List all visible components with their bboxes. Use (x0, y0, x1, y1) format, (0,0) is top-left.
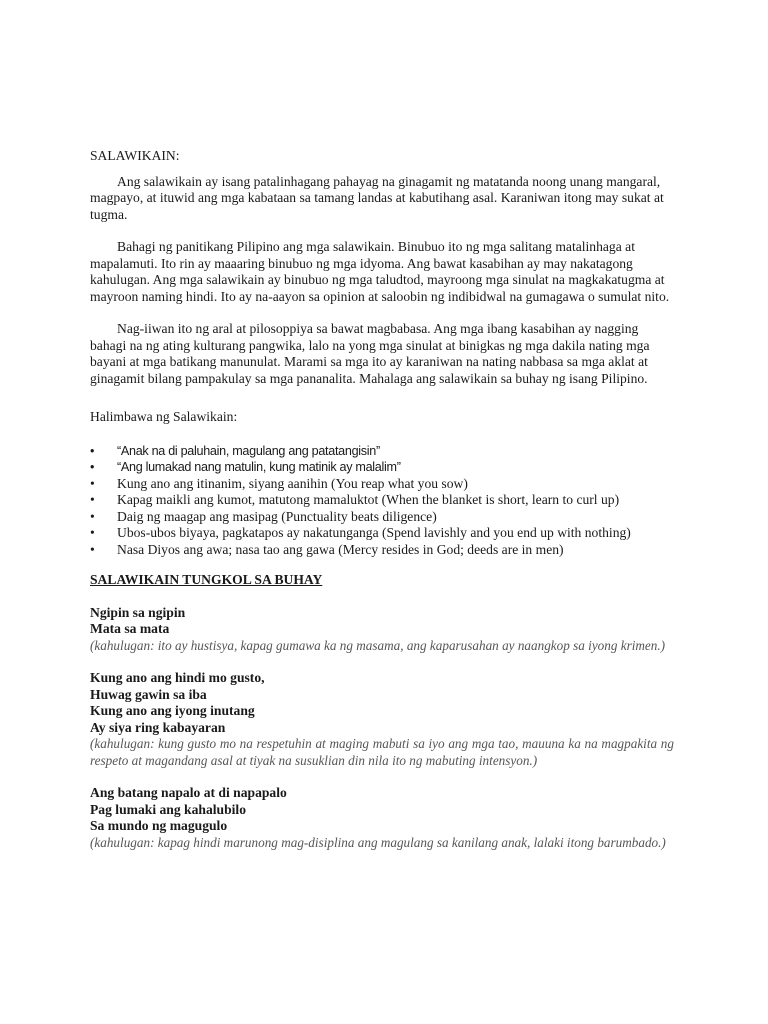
proverb-line: Ang batang napalo at di napapalo (90, 785, 287, 800)
intro-paragraph-3: Nag-iiwan ito ng aral at pilosoppiya sa bawat magbabasa. Ang mga ibang kasabihan ay nagging bahagi na ng ating kulturang pangwika, lalo na yong mga sinulat at binigkas ng mga dakila nating mga bayani at mga batikang manunulat. Marami sa mga ito ay karaniwan na nating nabbasa sa mga aklat at ginagamit bilang pampakulay sa mga pananalita. Mahalaga ang salawikain sa buhay ng isang Pilipino. (90, 321, 650, 386)
examples-list (90, 443, 674, 559)
proverb-1 (90, 605, 674, 655)
proverb-line: Kung ano ang hindi mo gusto, (90, 670, 265, 685)
intro-paragraph-1: Ang salawikain ay isang patalinhagang pahayag na ginagamit ng matatanda noong unang mangaral, magpayo, at ituwid ang mga kabataan sa tamang landas at kabutihang asal. Karaniwan itong may sukat at tugma. (90, 173, 664, 222)
document-body (90, 148, 674, 867)
list-item: • Ubos-ubos biyaya, pagkatapos ay nakatunganga (Spend lavishly and you end up with nothing) (90, 525, 674, 542)
proverb-3 (90, 785, 674, 851)
proverb-line: Huwag gawin sa iba (90, 686, 207, 702)
proverb-line: Sa mundo ng magugulo (90, 818, 228, 833)
section-heading: SALAWIKAIN TUNGKOL SA BUHAY (90, 572, 323, 587)
proverb-meaning: (kahulugan: kapag hindi marunong mag-disiplina ang magulang sa kanilang anak, lalaki itong barumbado.) (90, 834, 666, 850)
examples-heading: Halimbawa ng Salawikain: (90, 409, 238, 424)
proverb-meaning: (kahulugan: kung gusto mo na respetuhin at maging mabuti sa iyo ang mga tao, mauuna ka na magpakita ng respeto at magandang asal at tiyak na susuklian din nila ito ng mabuting intensyon.) (90, 736, 674, 768)
proverb-line: Ay siya ring kabayaran (90, 719, 226, 735)
proverb-line: Kung ano ang iyong inutang (90, 703, 255, 718)
list-item: • Kung ano ang itinanim, siyang aanihin (You reap what you sow) (90, 476, 674, 493)
proverb-line: Mata sa mata (90, 621, 170, 636)
proverb-meaning: (kahulugan: ito ay hustisya, kapag gumawa ka ng masama, ang kaparusahan ay naangkop sa iyong krimen.) (90, 637, 666, 653)
list-item: • “Anak na di paluhain, magulang ang patatangisin” (90, 443, 674, 460)
list-item: • Daig ng maagap ang masipag (Punctuality beats diligence) (90, 509, 674, 526)
list-item: • Nasa Diyos ang awa; nasa tao ang gawa (Mercy resides in God; deeds are in men) (90, 542, 674, 559)
list-item: • “Ang lumakad nang matulin, kung matinik ay malalim” (90, 459, 674, 476)
proverb-line: Pag lumaki ang kahalubilo (90, 801, 247, 817)
proverb-line: Ngipin sa ngipin (90, 604, 186, 620)
proverb-2 (90, 670, 674, 769)
document-title: SALAWIKAIN: (90, 148, 180, 163)
list-item: • Kapag maikli ang kumot, matutong mamaluktot (When the blanket is short, learn to curl up) (90, 492, 674, 509)
intro-paragraph-2: Bahagi ng panitikang Pilipino ang mga salawikain. Binubuo ito ng mga salitang matalinhaga at mapalamuti. Ito rin ay maaaring binubuo ng mga idyoma. Ang bawat kasabihan ay may nakatagong kahulugan. Ang mga salawikain ay binubuo ng mga taludtod, mayroong mga sinulat na magkakatugma at mayroon naming hindi. Ito ay na-aayon sa opinion at saloobin ng indibidwal na gumagawa o sumulat nito. (90, 239, 670, 304)
